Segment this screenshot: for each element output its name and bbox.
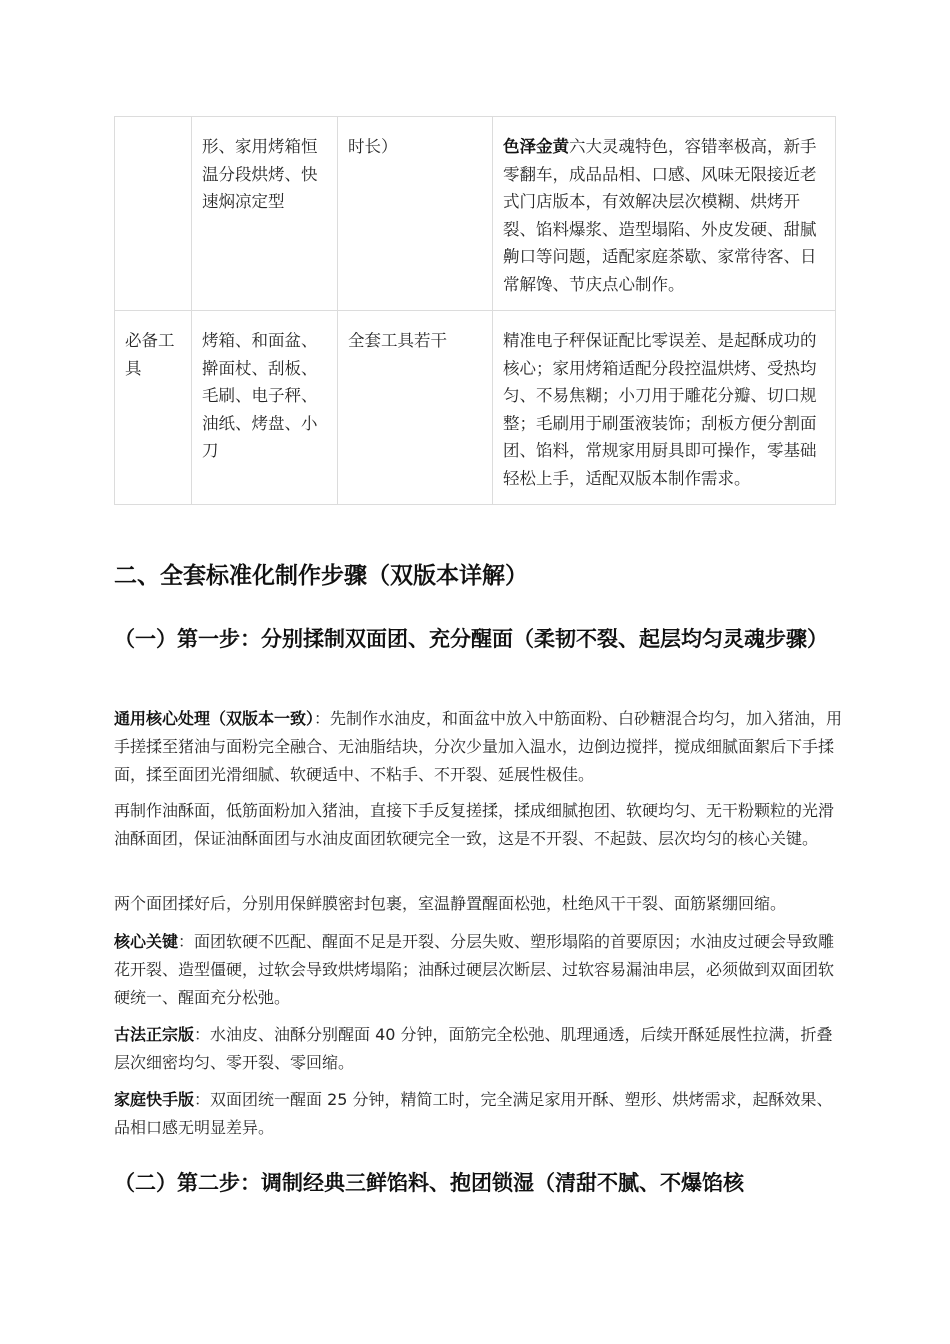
materials-table (114, 116, 836, 505)
paragraph-label: 通用核心处理（双版本一致） (114, 709, 315, 728)
paragraph-general-process (114, 705, 844, 789)
table-cell-category: 必备工具 (115, 311, 192, 505)
table-cell-items: 形、家用烤箱恒温分段烘烤、快速焖凉定型 (192, 117, 338, 311)
paragraph-label: 家庭快手版 (114, 1090, 195, 1109)
paragraph-resting: 两个面团揉好后，分别用保鲜膜密封包裹，室温静置醒面松弛，杜绝风干干裂、面筋紧绷回缩。 (114, 894, 787, 913)
table-cell-items: 烤箱、和面盆、擀面杖、刮板、毛刷、电子秤、油纸、烤盘、小刀 (192, 311, 338, 505)
bold-term: 色泽金黄 (503, 137, 569, 156)
paragraph-text: ：双面团统一醒面 25 分钟，精简工时，完全满足家用开酥、塑形、烘烤需求，起酥效果、品相口感无明显差异。 (114, 1090, 833, 1137)
table-row (115, 311, 836, 505)
step2-heading: （二）第二步：调制经典三鲜馅料、抱团锁湿（清甜不腻、不爆馅核 (114, 1171, 744, 1195)
step1-heading: （一）第一步：分别揉制双面团、充分醒面（柔韧不裂、起层均匀灵魂步骤） (114, 627, 828, 651)
table-cell-notes (493, 117, 836, 311)
section-heading: 二、全套标准化制作步骤（双版本详解） (114, 563, 528, 589)
paragraph-quick-version (114, 1086, 844, 1142)
paragraph-oil-dough: 再制作油酥面，低筋面粉加入猪油，直接下手反复搓揉，揉成细腻抱团、软硬均匀、无干粉颗粒的光滑油酥面团，保证油酥面团与水油皮面团软硬完全一致，这是不开裂、不起鼓、层次均匀的核心关键。 (114, 801, 835, 848)
table-row (115, 117, 836, 311)
paragraph-label: 古法正宗版 (114, 1025, 195, 1044)
table-cell-notes (493, 311, 836, 505)
paragraph-text: ：面团软硬不匹配、醒面不足是开裂、分层失败、塑形塌陷的首要原因；水油皮过硬会导致雕花开裂、造型僵硬，过软会导致烘烤塌陷；油酥过硬层次断层、过软容易漏油串层，必须做到双面团软硬统一、醒面充分松弛。 (114, 932, 835, 1007)
notes-text: 精准电子秤保证配比零误差、是起酥成功的核心；家用烤箱适配分段控温烘烤、受热均匀、不易焦糊；小刀用于雕花分瓣、切口规整；毛刷用于刷蛋液装饰；刮板方便分割面团、馅料，常规家用厨具即可操作，零基础轻松上手，适配双版本制作需求。 (503, 331, 817, 488)
paragraph-traditional-version (114, 1021, 844, 1077)
table-cell-category (115, 117, 192, 311)
paragraph-text: ：水油皮、油酥分别醒面 40 分钟，面筋完全松弛、肌理通透，后续开酥延展性拉满，折叠层次细密均匀、零开裂、零回缩。 (114, 1025, 833, 1072)
table-cell-quantity: 全套工具若干 (338, 311, 493, 505)
paragraph-label: 核心关键 (114, 932, 179, 951)
table-cell-quantity: 时长） (338, 117, 493, 311)
paragraph-key-point (114, 928, 844, 1012)
notes-text: 六大灵魂特色，容错率极高，新手零翻车，成品品相、口感、风味无限接近老式门店版本，有效解决层次模糊、烘烤开裂、馅料爆浆、造型塌陷、外皮发硬、甜腻齁口等问题，适配家庭茶歇、家常待客、日常解馋、节庆点心制作。 (503, 137, 817, 294)
paragraph-text: ：先制作水油皮，和面盆中放入中筋面粉、白砂糖混合均匀，加入猪油，用手搓揉至猪油与面粉完全融合、无油脂结块，分次少量加入温水，边倒边搅拌，搅成细腻面絮后下手揉面，揉至面团光滑细腻、软硬适中、不粘手、不开裂、延展性极佳。 (114, 709, 843, 784)
